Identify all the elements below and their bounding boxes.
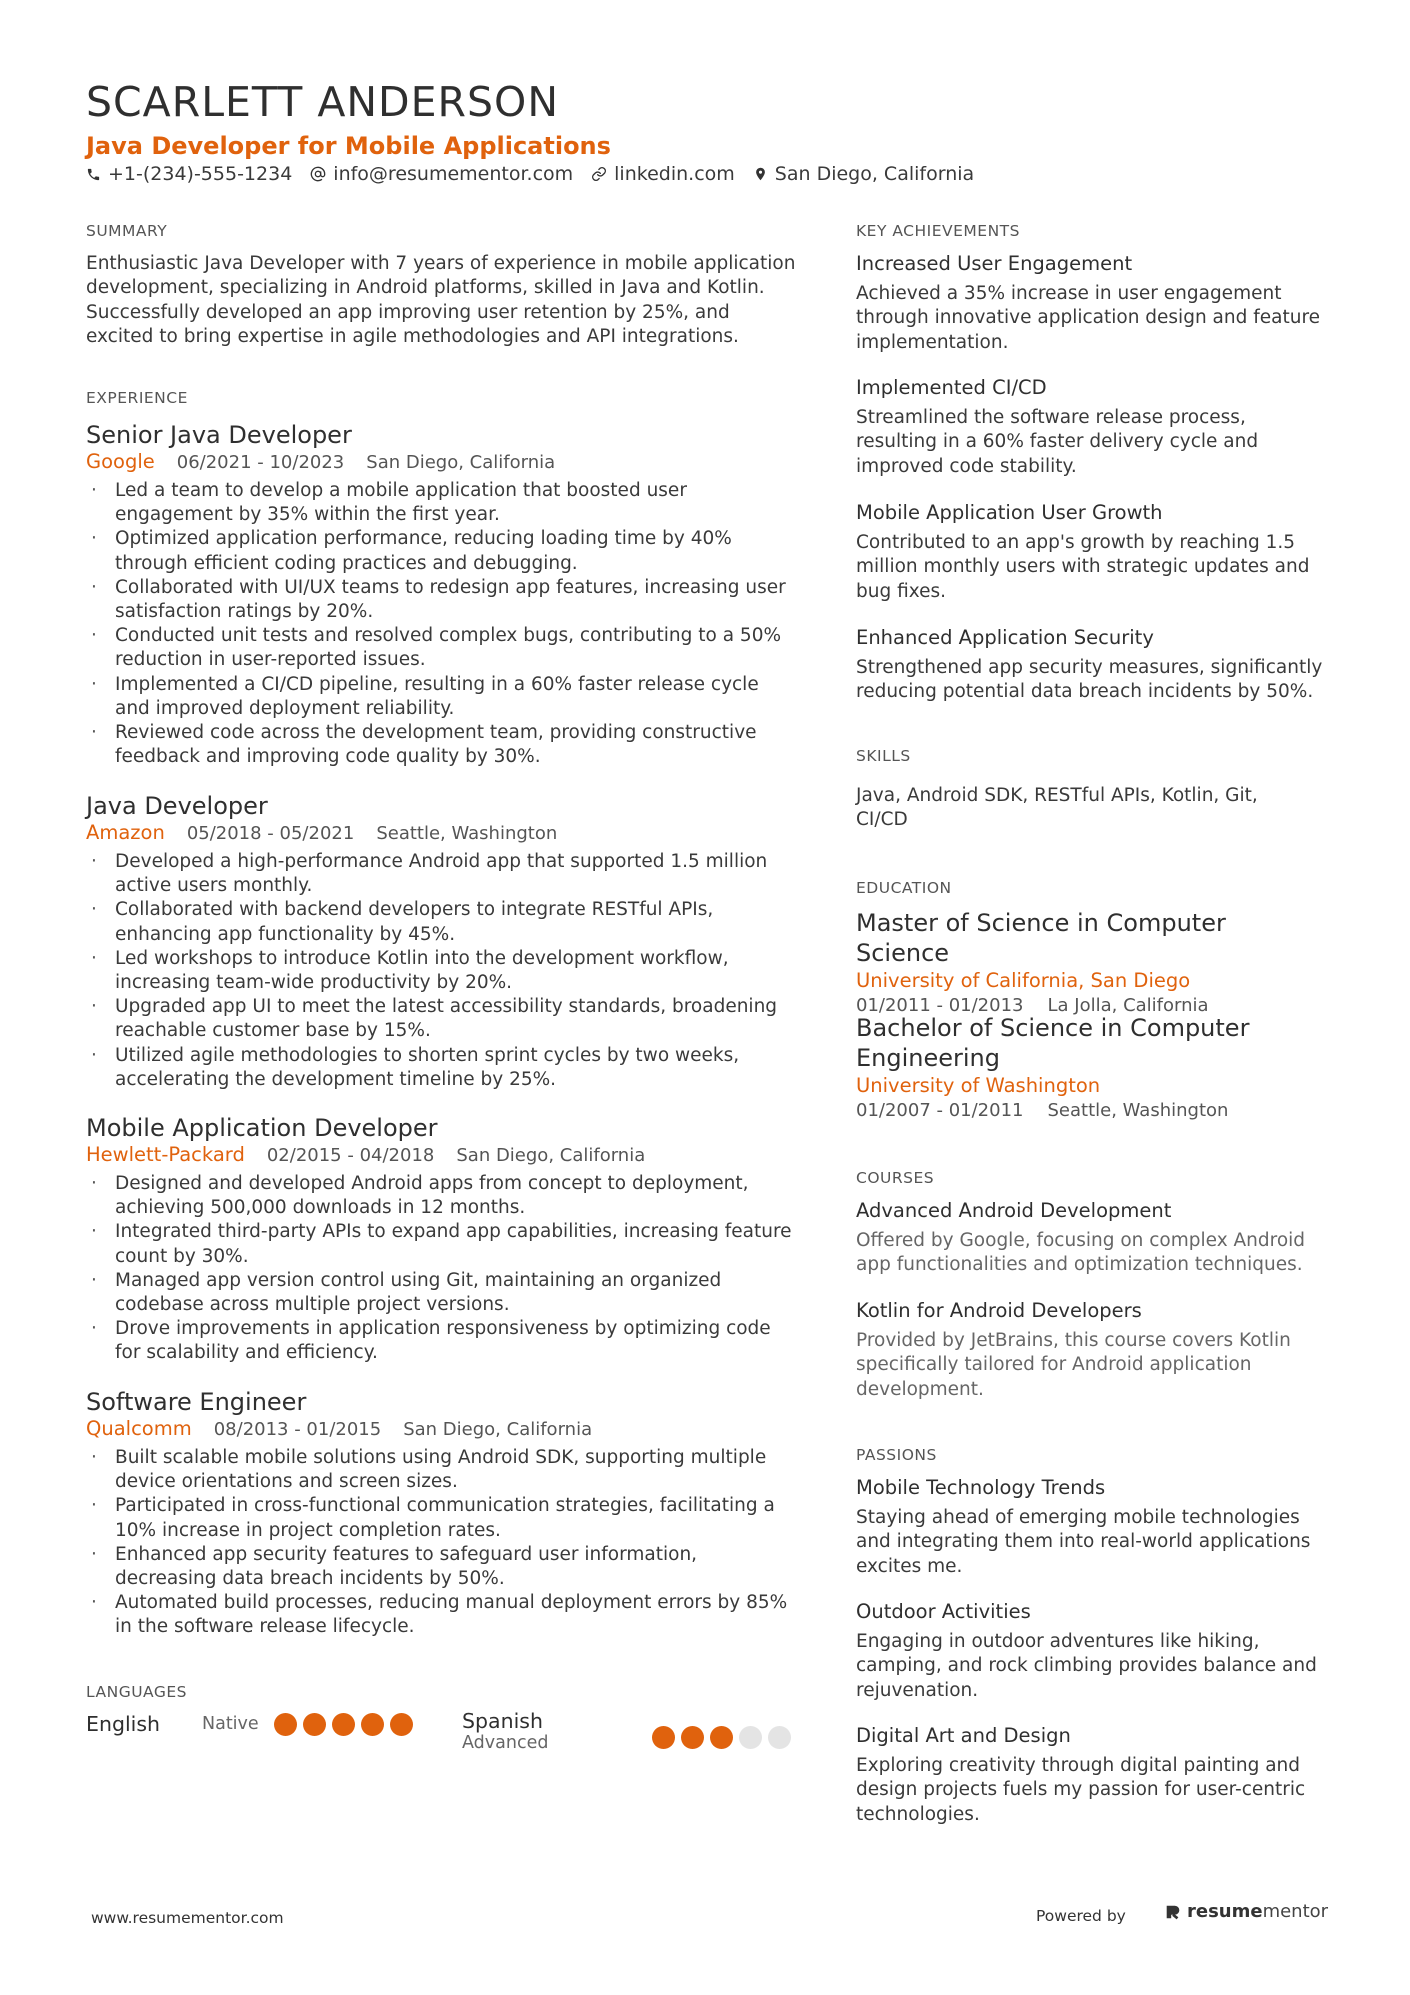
job-location: San Diego, California — [366, 452, 556, 473]
rating-dot-empty — [768, 1726, 791, 1749]
contact-email[interactable] — [310, 163, 573, 185]
job-bullets — [86, 479, 798, 769]
skills-heading: SKILLS — [856, 747, 911, 765]
education-degree: Master of Science in Computer Science — [856, 909, 1226, 967]
job-bullet: · Collaborated with UI/UX teams to redesign app features, increasing user satisfaction ratings by 20%. — [86, 576, 798, 624]
rating-dot-filled — [361, 1713, 384, 1736]
job-bullet: · Utilized agile methodologies to shorten sprint cycles by two weeks, accelerating the development timeline by 25%. — [86, 1044, 798, 1092]
education-meta — [856, 1099, 1276, 1123]
passion-item — [856, 1599, 1326, 1703]
contact-linkedin-text[interactable]: linkedin.com — [614, 163, 735, 185]
language-level: Advanced — [462, 1733, 549, 1753]
passion-item — [856, 1475, 1326, 1579]
job-company: Hewlett-Packard — [86, 1143, 245, 1166]
footer-url[interactable]: www.resumementor.com — [91, 1909, 284, 1927]
job-location: San Diego, California — [403, 1419, 593, 1440]
job-bullet: · Optimized application performance, reducing loading time by 40% through efficient coding practices and debugging. — [86, 527, 798, 575]
job-entry — [86, 420, 798, 769]
achievement-desc: Strengthened app security measures, significantly reducing potential data breach incidents by 50%. — [856, 657, 1323, 703]
job-bullet: · Led workshops to introduce Kotlin into the development workflow, increasing team-wide productivity by 20%. — [86, 947, 798, 995]
education-location: La Jolla, California — [1047, 995, 1209, 1016]
job-title: Java Developer — [86, 792, 268, 820]
contact-location — [753, 163, 974, 185]
summary-text: Enthusiastic Java Developer with 7 years of experience in mobile application development, specializing in Android platforms, skilled in Java and Kotlin. Successfully developed an app improving user retention by 25%, and excited to bring expertise in agile methodologies and API integrations. — [86, 253, 796, 348]
job-bullet: · Automated build processes, reducing manual deployment errors by 85% in the software release lifecycle. — [86, 1591, 798, 1639]
job-bullet: · Designed and developed Android apps from concept to deployment, achieving 500,000 downloads in 12 months. — [86, 1172, 798, 1220]
achievement-desc: Achieved a 35% increase in user engagement through innovative application design and feature implementation. — [856, 283, 1321, 353]
achievement-desc: Contributed to an app's growth by reaching 1.5 million monthly users with strategic updates and bug fixes. — [856, 532, 1310, 602]
passion-title: Digital Art and Design — [856, 1724, 1071, 1747]
language-name: Spanish — [462, 1709, 543, 1733]
experience-heading: EXPERIENCE — [86, 389, 188, 407]
passion-item — [856, 1723, 1326, 1827]
achievement-title: Increased User Engagement — [856, 252, 1133, 275]
language-name: English — [86, 1712, 161, 1736]
job-bullet: · Conducted unit tests and resolved complex bugs, contributing to a 50% reduction in user-reported issues. — [86, 624, 798, 672]
job-bullets — [86, 1446, 798, 1640]
map-pin-icon — [753, 166, 768, 182]
job-entry — [86, 1387, 798, 1640]
contact-phone-text: +1-(234)-555-1234 — [108, 163, 293, 185]
language-rating — [652, 1726, 791, 1749]
courses-heading: COURSES — [856, 1169, 935, 1187]
job-company: Qualcomm — [86, 1417, 192, 1440]
job-bullet: · Managed app version control using Git, maintaining an organized codebase across multiple project versions. — [86, 1269, 798, 1317]
rating-dot-filled — [681, 1726, 704, 1749]
passion-desc: Exploring creativity through digital painting and design projects fuels my passion for user-centric technologies. — [856, 1755, 1306, 1825]
language-spanish — [462, 1709, 548, 1753]
brand-logo[interactable] — [1164, 1901, 1328, 1922]
language-english — [86, 1712, 426, 1736]
rating-dot-filled — [390, 1713, 413, 1736]
education-heading: EDUCATION — [856, 879, 952, 897]
achievement-item — [856, 251, 1326, 355]
contact-phone — [86, 163, 292, 185]
job-dates: 08/2013 - 01/2015 — [213, 1419, 382, 1440]
job-bullet: · Upgraded app UI to meet the latest accessibility standards, broadening reachable customer base by 15%. — [86, 995, 798, 1043]
job-company: Google — [86, 450, 155, 473]
brand-rest: mentor — [1262, 1901, 1329, 1922]
achievement-item — [856, 500, 1326, 604]
language-spanish-rating-wrap — [652, 1726, 791, 1749]
candidate-title: Java Developer for Mobile Applications — [86, 132, 611, 160]
achievement-title: Mobile Application User Growth — [856, 501, 1163, 524]
contact-bar — [86, 163, 974, 185]
job-title: Software Engineer — [86, 1388, 307, 1416]
job-bullet: · Drove improvements in application responsiveness by optimizing code for scalability and efficiency. — [86, 1317, 798, 1365]
passion-desc: Engaging in outdoor adventures like hiking, camping, and rock climbing provides balance and rejuvenation. — [856, 1631, 1317, 1701]
education-degree: Bachelor of Science in Computer Engineering — [856, 1014, 1250, 1072]
achievement-desc: Streamlined the software release process, resulting in a 60% faster delivery cycle and improved code stability. — [856, 407, 1259, 477]
education-item — [856, 1013, 1276, 1123]
achievement-title: Implemented CI/CD — [856, 376, 1047, 399]
job-entry — [86, 791, 798, 1092]
phone-icon — [86, 167, 101, 182]
job-location: Seattle, Washington — [376, 823, 558, 844]
resumementor-logo-icon — [1164, 1903, 1182, 1921]
job-meta — [86, 1143, 798, 1168]
passion-title: Mobile Technology Trends — [856, 1476, 1106, 1499]
education-school: University of California, San Diego — [856, 969, 1191, 992]
job-company: Amazon — [86, 821, 165, 844]
contact-email-text[interactable]: info@resumementor.com — [333, 163, 574, 185]
job-meta — [86, 821, 798, 846]
job-bullets — [86, 1172, 798, 1366]
education-location: Seattle, Washington — [1047, 1100, 1229, 1121]
candidate-name: SCARLETT ANDERSON — [86, 78, 559, 126]
brand-bold: resume — [1187, 1901, 1263, 1922]
achievement-item — [856, 625, 1326, 705]
job-location: San Diego, California — [456, 1145, 646, 1166]
course-desc: Provided by JetBrains, this course covers Kotlin specifically tailored for Android application development. — [856, 1330, 1291, 1400]
achievement-title: Enhanced Application Security — [856, 626, 1154, 649]
job-dates: 05/2018 - 05/2021 — [186, 823, 355, 844]
job-meta — [86, 1417, 798, 1442]
job-dates: 02/2015 - 04/2018 — [266, 1145, 435, 1166]
passion-desc: Staying ahead of emerging mobile technologies and integrating them into real-world applications excites me. — [856, 1507, 1311, 1577]
job-title: Senior Java Developer — [86, 421, 352, 449]
job-title: Mobile Application Developer — [86, 1114, 438, 1142]
contact-location-text: San Diego, California — [774, 163, 975, 185]
achievement-item — [856, 375, 1326, 479]
skills-text: Java, Android SDK, RESTful APIs, Kotlin, Git, CI/CD — [856, 785, 1258, 831]
education-dates: 01/2007 - 01/2011 — [856, 1100, 1024, 1121]
job-bullet: · Participated in cross-functional communication strategies, facilitating a 10% increase in project completion rates. — [86, 1494, 798, 1542]
job-meta — [86, 450, 798, 475]
job-bullet: · Collaborated with backend developers to integrate RESTful APIs, enhancing app functionality by 45%. — [86, 898, 798, 946]
job-bullet: · Led a team to develop a mobile application that boosted user engagement by 35% within the first year. — [86, 479, 798, 527]
language-level: Native — [202, 1714, 259, 1734]
rating-dot-filled — [332, 1713, 355, 1736]
powered-by-label: Powered by — [1036, 1907, 1126, 1925]
passion-title: Outdoor Activities — [856, 1600, 1031, 1623]
language-rating — [274, 1713, 413, 1736]
rating-dot-empty — [739, 1726, 762, 1749]
job-bullets — [86, 850, 798, 1092]
summary-heading: SUMMARY — [86, 222, 168, 240]
contact-linkedin[interactable] — [591, 163, 735, 185]
education-school: University of Washington — [856, 1074, 1101, 1097]
job-bullet: · Developed a high-performance Android app that supported 1.5 million active users monthly. — [86, 850, 798, 898]
link-icon — [591, 166, 607, 182]
at-icon — [310, 166, 326, 182]
course-item — [856, 1298, 1326, 1402]
job-bullet: · Enhanced app security features to safeguard user information, decreasing data breach incidents by 50%. — [86, 1543, 798, 1591]
job-dates: 06/2021 - 10/2023 — [176, 452, 345, 473]
passions-heading: PASSIONS — [856, 1446, 937, 1464]
achievements-heading: KEY ACHIEVEMENTS — [856, 222, 1020, 240]
job-bullet: · Implemented a CI/CD pipeline, resulting in a 60% faster release cycle and improved deployment reliability. — [86, 673, 798, 721]
education-dates: 01/2011 - 01/2013 — [856, 995, 1024, 1016]
job-bullet: · Reviewed code across the development team, providing constructive feedback and improving code quality by 30%. — [86, 721, 798, 769]
course-item — [856, 1198, 1326, 1278]
education-item — [856, 908, 1326, 1018]
course-title: Kotlin for Android Developers — [856, 1299, 1142, 1322]
course-desc: Offered by Google, focusing on complex Android app functionalities and optimization techniques. — [856, 1230, 1306, 1276]
rating-dot-filled — [303, 1713, 326, 1736]
languages-heading: LANGUAGES — [86, 1683, 188, 1701]
job-bullet: · Integrated third-party APIs to expand app capabilities, increasing feature count by 30%. — [86, 1220, 798, 1268]
rating-dot-filled — [710, 1726, 733, 1749]
rating-dot-filled — [652, 1726, 675, 1749]
job-entry — [86, 1113, 798, 1366]
job-bullet: · Built scalable mobile solutions using Android SDK, supporting multiple device orientations and screen sizes. — [86, 1446, 798, 1494]
course-title: Advanced Android Development — [856, 1199, 1172, 1222]
rating-dot-filled — [274, 1713, 297, 1736]
